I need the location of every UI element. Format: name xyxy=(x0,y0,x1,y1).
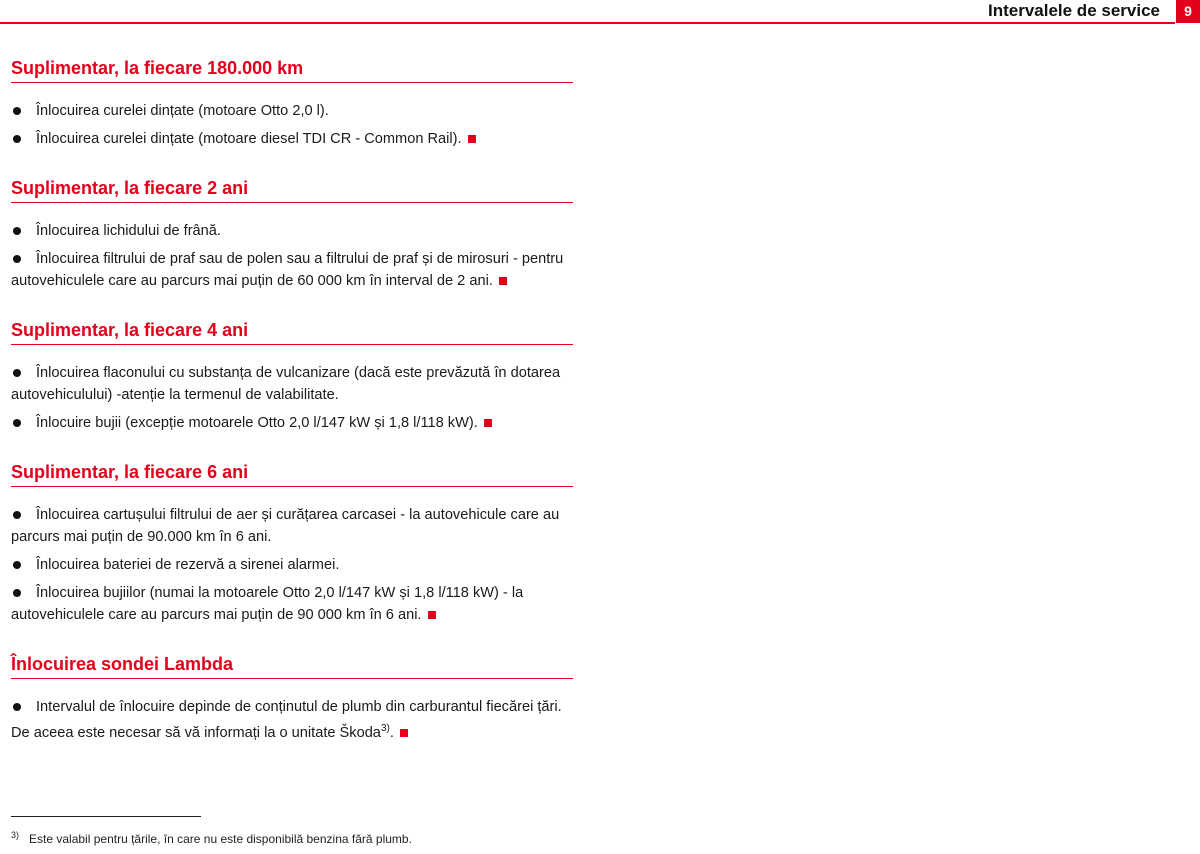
bullet-icon xyxy=(13,107,21,115)
end-of-section-icon xyxy=(499,277,507,285)
page-number: 9 xyxy=(1176,0,1200,23)
footnote-divider xyxy=(11,816,201,817)
end-of-section-icon xyxy=(400,729,408,737)
bullet-icon xyxy=(13,419,21,427)
section-180000km xyxy=(11,58,573,150)
section-2-years xyxy=(11,178,573,292)
bullet-icon xyxy=(13,135,21,143)
section-lambda-sensor xyxy=(11,654,573,744)
list-item: Înlocuirea flaconului cu substanța de vulcanizare (dacă este prevăzută în dotarea autovehiculului) -atenție la termenul de valabilitate. xyxy=(11,365,561,403)
section-title: Suplimentar, la fiecare 180.000 km xyxy=(11,58,573,83)
section-6-years xyxy=(11,462,573,626)
end-of-section-icon xyxy=(428,611,436,619)
list-item: Intervalul de înlocuire depinde de conținutul de plumb din carburantul fiecărei țări. De aceea este necesar să vă informați la o unitate Škoda$^{3)}$. xyxy=(11,699,562,741)
bullet-icon xyxy=(13,589,21,597)
section-title: Înlocuirea sondei Lambda xyxy=(11,654,573,679)
end-of-section-icon xyxy=(484,419,492,427)
end-of-section-icon xyxy=(468,135,476,143)
section-title: Suplimentar, la fiecare 2 ani xyxy=(11,178,573,203)
bullet-icon xyxy=(13,561,21,569)
bullet-icon xyxy=(13,511,21,519)
bullet-icon xyxy=(13,227,21,235)
list-item: Înlocuirea filtrului de praf sau de polen sau a filtrului de praf și de mirosuri - pentru autovehiculele care au parcurs mai puțin de 60 000 km în interval de 2 ani. xyxy=(11,251,564,289)
bullet-icon xyxy=(13,255,21,263)
list-item: Înlocuirea curelei dințate (motoare diesel TDI CR - Common Rail). xyxy=(11,128,573,150)
footnote-text: Este valabil pentru țările, în care nu este disponibilă benzina fără plumb. xyxy=(29,832,412,846)
header-rule xyxy=(0,22,1175,24)
main-content xyxy=(11,58,573,750)
list-item: Înlocuire bujii (excepție motoarele Otto 2,0 l/147 kW și 1,8 l/118 kW). xyxy=(11,412,573,434)
list-item: Înlocuirea bateriei de rezervă a sirenei alarmei. xyxy=(11,554,573,576)
footnote-ref: 3) xyxy=(380,723,390,734)
bullet-icon xyxy=(13,703,21,711)
list-item: Înlocuirea bujiilor (numai la motoarele Otto 2,0 l/147 kW și 1,8 l/118 kW) - la autovehiculele care au parcurs mai puțin de 90 000 km în 6 ani. xyxy=(11,585,524,623)
section-title: Suplimentar, la fiecare 6 ani xyxy=(11,462,573,487)
list-item: Înlocuirea lichidului de frână. xyxy=(11,220,573,242)
section-4-years xyxy=(11,320,573,434)
list-item: Înlocuirea curelei dințate (motoare Otto 2,0 l). xyxy=(11,100,573,122)
running-header: Intervalele de service xyxy=(987,1,1160,20)
footnote-marker: 3) xyxy=(11,830,20,840)
section-title: Suplimentar, la fiecare 4 ani xyxy=(11,320,573,345)
list-item: Înlocuirea cartușului filtrului de aer și curățarea carcasei - la autovehicule care au parcurs mai puțin de 90.000 km în 6 ani. xyxy=(11,507,560,545)
footnote xyxy=(11,830,412,846)
bullet-icon xyxy=(13,369,21,377)
